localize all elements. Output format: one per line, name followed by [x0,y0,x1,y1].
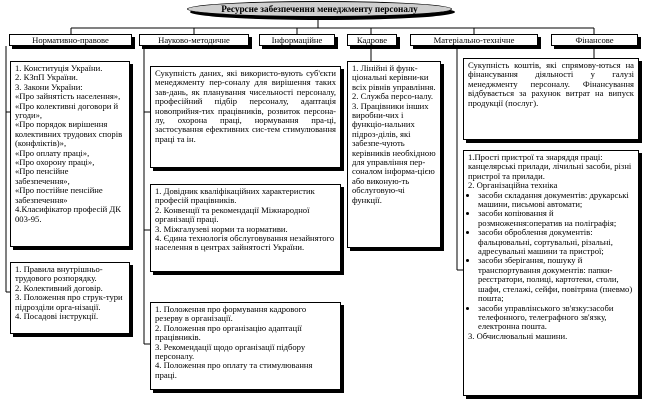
law-item: 1. Конституція України. [15,63,103,73]
law-item: «Про зайнятість населення», [15,91,121,102]
normative-laws-box [10,61,130,247]
material-item-2: 2. Організаційна техніка [468,180,558,191]
office-equipment-item: • засоби оброблення документів: фальцювальні, сортувальні, різальні, адресувальні машини та пристрої; [478,228,634,256]
internal-doc-item: 2. Колективний договір. [15,282,103,293]
regulation-item: 2. Положення про організацію адаптації працівників. [155,322,302,343]
regulation-item: 1. Положення про формування кадрового резерву в організації. [155,304,307,324]
scientific-definition-box [150,66,341,168]
law-item: «Про постійне пенсійне забезпечення» [15,185,103,205]
personnel-item: 1. Лінійні й функ-ціональні керівни-ки всіх рівнів управління. [352,63,436,92]
scientific-definition-text: Сукупність даних, які використо-вують суб'єкти менеджменту пер-соналу для вирішення таких зав-дань, як планування чисельності персоналу, професійний підбір персоналу, адаптація новоприйня-тих працівників, розвиток персона-лу, охорона праці, нормування пра-ці, застосування ефективних сис-тем стимулювання праці та ін. [155,68,336,144]
scientific-regulations-box [150,302,341,390]
law-item: «Про колективні договори й угоди», [15,100,119,121]
office-equipment-item: • засоби складання документів: друкарські машини, письмові автомати; [478,191,634,210]
internal-doc-item: 3. Положення про струк-тури підрозділи орга-нізації. [15,292,123,312]
reference-item: 1. Довідник кваліфікаційних характеристик професій працівників. [155,186,315,206]
office-equipment-item: • засоби управлінського зв'язку:засоби телефонного, телеграфного зв'язку, електронна пошта. [478,304,634,332]
material-box [463,150,639,396]
office-equipment-list [468,191,634,332]
category-scientific: Науково-методичне [139,34,249,46]
law-item: «Про порядок вирішення колективних трудових спорів (конфліктів)», [15,119,123,149]
internal-doc-item: 4. Посадові інструкції. [15,311,99,322]
diagram-title: Ресурсне забезпечення менеджменту персоналу [187,1,452,17]
office-equipment-item: • засоби копіювання й розмноження:оператив на поліграфія; [478,209,634,228]
law-item: «Про оплату праці», [15,147,90,158]
regulation-item: 4. Положення про оплату та стимулювання праці. [155,360,313,380]
category-normative: Нормативно-правове [9,34,132,46]
internal-doc-item: 1. Правила внутрішньо-трудового розпорядку. [15,264,103,284]
reference-item: 4. Єдина технологія обслуговування незайнятого населення в центрах зайнятості України. [155,233,335,253]
financial-definition-text: Сукупність коштів, які спрямову-ються на фінансування діяльності у галузі менеджменту персоналу. Фінансування відбувається за рахунок витрат на випуск продукції (послуг). [468,60,634,108]
scientific-references-box [150,184,341,272]
law-item: 4.Класифікатор професій ДК 003-95. [15,204,122,224]
law-item: «Про пенсійне забезпечення», [15,166,70,186]
law-item: 2. КЗпП України. [15,72,78,83]
regulation-item: 3. Рекомендації щодо організації підбору персоналу. [155,341,306,362]
office-equipment-item: • засоби зберігання, пошуку й транспортування документів: папки-реєстратори, полиці, картотеки, столи, шафи, стелажі, сейфи, повітряна (пневмо) пошта; [478,256,634,303]
law-item: «Про охорону праці», [15,157,95,168]
category-material: Матеріально-технічне [410,34,538,46]
personnel-box [347,61,441,248]
personnel-item: 2. Служба персо-налу. [352,91,434,102]
category-personnel: Кадрове [347,34,397,46]
material-item-3: 3. Обчислювальні машини. [468,330,568,341]
material-item-1: 1.Прості пристрої та знаряддя праці: канцелярські прилади, лічильні засоби, різні пристрої та прилади. [468,152,632,181]
category-financial: Фінансове [551,34,638,46]
personnel-item: 3. Працівники інших виробни-чих і функціо-нальних підроз-ділів, які забезпе-чують керівників необхідною для управління пер-соналом інформа-цією або виконую-ть обслуговую-чі функції. [352,100,436,205]
normative-internal-box [10,262,130,334]
category-informational: Інформаційне [259,34,335,46]
reference-item: 3. Міжгалузеві норми та нормативи. [155,223,288,234]
law-item: 3. Закони України: [15,81,83,92]
reference-item: 2. Конвенції та рекомендації Міжнародної організації праці. [155,204,310,225]
financial-definition-box [463,58,639,140]
